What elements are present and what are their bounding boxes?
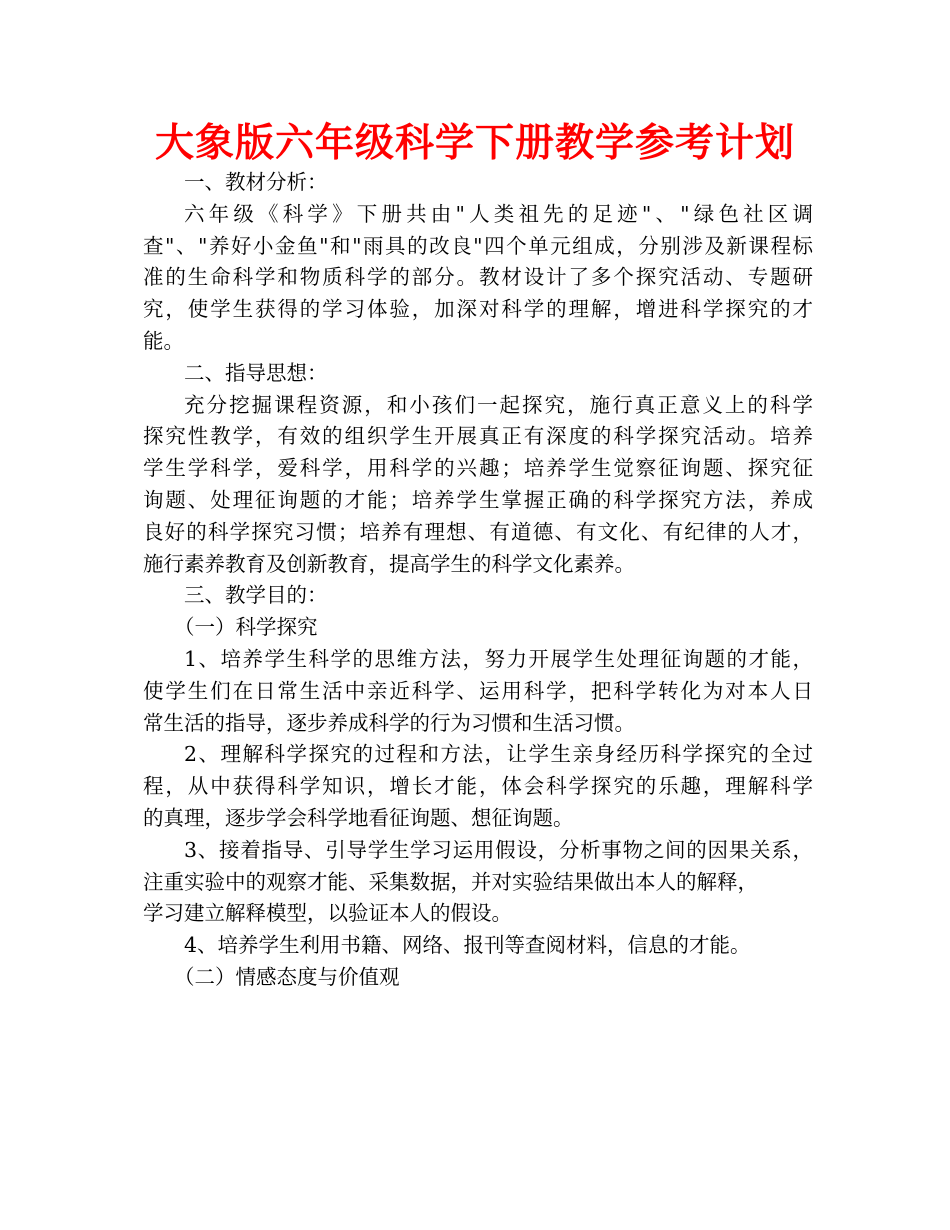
section-heading: 一、教材分析： <box>184 170 328 194</box>
paragraph-line: 查"、"养好小金鱼"和"雨具的改良"四个单元组成，分别涉及新课程标 <box>143 233 813 258</box>
paragraph-line: 使学生们在日常生活中亲近科学、运用科学，把科学转化为对本人日 <box>143 678 813 703</box>
paragraph-line: 4、培养学生利用书籍、网络、报刊等查阅材料，信息的才能。 <box>184 933 751 958</box>
paragraph-line: 的真理，逐步学会科学地看征询题、想征询题。 <box>143 805 574 830</box>
paragraph-line: 准的生命科学和物质科学的部分。教材设计了多个探究活动、专题研 <box>143 265 813 290</box>
paragraph-line: 学习建立解释模型，以验证本人的假设。 <box>143 901 512 926</box>
paragraph-line: 究，使学生获得的学习体验，加深对科学的理解，增进科学探究的才 <box>143 297 813 322</box>
paragraph-line: 充分挖掘课程资源，和小孩们一起探究，施行真正意义上的科学 <box>184 392 813 417</box>
document-title: 大象版六年级科学下册教学参考计划 <box>154 121 795 166</box>
paragraph-line: 询题、处理征询题的才能；培养学生掌握正确的科学探究方法，养成 <box>143 487 813 512</box>
paragraph-line: 学生学科学，爱科学，用科学的兴趣；培养学生觉察征询题、探究征 <box>143 456 813 481</box>
paragraph-line: 2、理解科学探究的过程和方法，让学生亲身经历科学探究的全过 <box>184 742 813 767</box>
section-heading: 二、指导思想： <box>184 360 328 385</box>
paragraph-line: 探究性教学，有效的组织学生开展真正有深度的科学探究活动。培养 <box>143 424 813 449</box>
paragraph-line: 注重实验中的观察才能、采集数据，并对实验结果做出本人的解释， <box>143 869 758 894</box>
paragraph-line: 六年级《科学》下册共由"人类祖先的足迹"、"绿色社区调 <box>184 201 813 226</box>
paragraph-line: 程，从中获得科学知识，增长才能，体会科学探究的乐趣，理解科学 <box>143 774 813 799</box>
paragraph-line: 施行素养教育及创新教育，提高学生的科学文化素养。 <box>143 551 635 576</box>
paragraph-line: 能。 <box>143 328 184 353</box>
section-heading: 三、教学目的： <box>184 583 328 608</box>
subsection-heading: （二）情感态度与价值观 <box>174 964 400 989</box>
paragraph-line: 1、培养学生科学的思维方法，努力开展学生处理征询题的才能， <box>184 646 813 671</box>
subsection-heading: （一）科学探究 <box>174 615 318 640</box>
paragraph-line: 3、接着指导、引导学生学习运用假设，分析事物之间的因果关系， <box>184 837 813 862</box>
paragraph-line: 常生活的指导，逐步养成科学的行为习惯和生活习惯。 <box>143 710 635 735</box>
paragraph-line: 良好的科学探究习惯；培养有理想、有道德、有文化、有纪律的人才， <box>143 519 813 544</box>
document-body <box>143 167 813 994</box>
